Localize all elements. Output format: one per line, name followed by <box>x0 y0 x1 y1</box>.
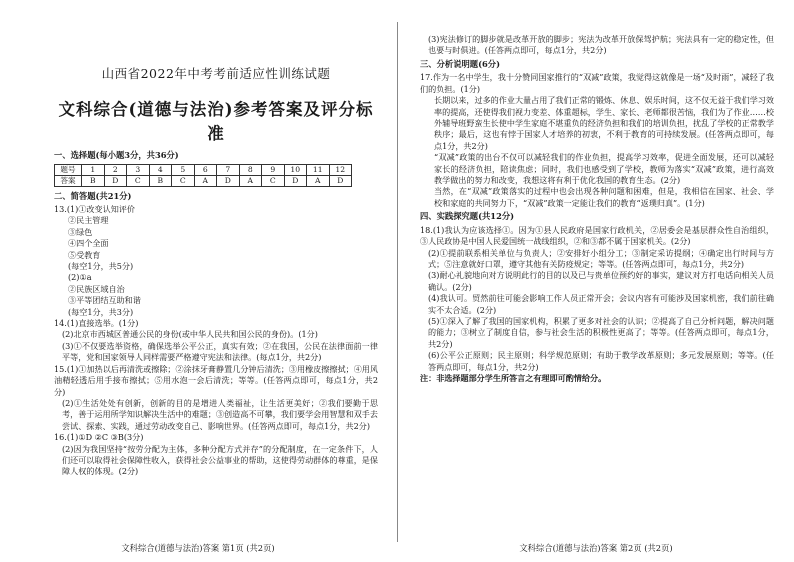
answer-cell: A <box>307 175 330 186</box>
answer-line: 长期以来，过多的作业大量占用了我们正常的锻炼、休息、娱乐时间，这不仅无益于我们学习效率的提高，还使得我们视力变差、体重超标，学生、家长、老师都很苦恼，我们为了作业……校外辅导班野蛮生长使中学生家庭不堪重负的经济负担和我们的培训负担，扰乱了学校的正常教学秩序；最后，这也有悖于国家人才培养的初衷，不利于教育的可持续发展。(任答两点即可，每点1分，共2分) <box>434 95 774 151</box>
table-answer-label: 答案 <box>55 175 82 186</box>
question-number-cell: 10 <box>284 164 307 175</box>
answer-page-1 <box>0 0 396 562</box>
answer-cell: B <box>82 175 105 186</box>
short-answer-paragraphs <box>54 341 378 432</box>
question-number-cell: 8 <box>239 164 262 175</box>
answer-line: 15.(1)①加热以后再清洗或擦除；②涂抹牙膏静置几分钟后清洗；③用橡皮擦擦拭；④用风油精轻透后用手接布擦拭；⑤用水泡一会后清洗；等等。(任答两点即可，每点1分，共2分) <box>54 363 378 397</box>
question-number-cell: 12 <box>329 164 352 175</box>
answer-line: 17.作为一名中学生，我十分赞同国家推行的“双减”政策，我觉得这就像是一场“及时雨”，减轻了我们的负担。(1分) <box>420 72 774 94</box>
section-short-answer-heading: 二、简答题(共21分) <box>54 190 132 201</box>
answer-line: “双减”政策的出台不仅可以减轻我们的作业负担，提高学习效率，促进全面发展，还可以减轻家长的经济负担，陪读焦虑；同时，我们也感受到了学校，教师为落实“双减”政策，进行高效教学做出的努力和改变，我想这将有利于优化我国的教育生态。(2分) <box>434 152 774 185</box>
answer-line: (每空1分，共5分) <box>68 261 134 272</box>
section-analysis-heading: 三、分析说明题(6分) <box>420 58 500 69</box>
page-footer-1: 文科综合(道德与法治)答案 第1页 (共2页) <box>121 543 275 553</box>
answer-cell: D <box>329 175 352 186</box>
short-answer-lines-16 <box>54 432 378 443</box>
answer-line: (6)公平公正原则；民主原则；科学规范原则；有助于教学改革原则；多元发展原则；等等。(任答两点即可，每点1分，共2分) <box>428 350 774 372</box>
table-row-answers <box>55 175 352 186</box>
answer-line: 13.(1)①改变认知评价 <box>54 204 135 214</box>
grading-note: 注：非选择题部分学生所答言之有理即可酌情给分。 <box>420 372 607 383</box>
page-footer-2: 文科综合(道德与法治)答案 第2页 (共2页) <box>519 543 673 553</box>
answer-line: 18.(1)我认为应该选择①。因为①县人民政府是国家行政机关，②居委会是基层群众性自治组织，③人民政协是中国人民爱国统一战线组织，②和③都不属于国家机关。(2分) <box>420 224 774 247</box>
exam-title: 山西省2022年中考考前适应性训练试题 <box>101 66 331 81</box>
answer-line: ②民主管理 <box>68 215 109 226</box>
question-number-cell: 6 <box>194 164 217 175</box>
answer-cell: A <box>239 175 262 186</box>
answer-line: (2)因为我国坚持“按劳分配为主体，多种分配方式并存”的分配制度，在一定条件下，人们还可以取得社会保障性收入，获得社会公益事业的帮助，这使得劳动群体的尊重，是保障人权的体现。(2分) <box>62 443 378 477</box>
answer-cell: A <box>194 175 217 186</box>
question-number-cell: 2 <box>104 164 127 175</box>
answer-cell: D <box>217 175 240 186</box>
answer-page-2 <box>398 0 794 562</box>
answer-line: (5)①深入了解了我国的国家机构，积累了更多对社会的认识；②提高了自己分析问题，解决问题的能力；③树立了制度自信，参与社会生活的积极性更高了；等等。(任答两点即可，每点1分，共2分) <box>428 315 774 349</box>
section-choice-heading: 一、选择题(每小题3分，共36分) <box>54 150 179 160</box>
answer-cell: D <box>284 175 307 186</box>
question-number-cell: 1 <box>82 164 105 175</box>
answer-line: (2)①生活处处有创新，创新的目的是增进人类福祉，让生活更美好；②我们要勤于思考，善于运用所学知识解决生活中的难题；③创造高不可攀，我们要学会用智慧和双手去尝试、探索、实践，通过劳动改变自己、影响世界。(任答两点即可，每点1分，共2分) <box>62 397 378 431</box>
question-number-cell: 7 <box>217 164 240 175</box>
answer-line: (3)宪法修订的脚步就是改革开放的脚步；宪法为改革开放保驾护航；宪法具有一定的稳定性，但也要与时俱进。(任答两点即可，每点1分，共2分) <box>428 34 774 56</box>
answer-line: (3)耐心礼貌地向对方说明此行的目的以及已与贵单位预约好的事实，建议对方打电话向相关人员确认。(2分) <box>428 270 774 292</box>
answer-line: (每空1分，共3分) <box>68 306 134 317</box>
answer-cell: C <box>127 175 150 186</box>
answer-line: 当然，在“双减”政策落实的过程中也会出现各种问题和困难，但是，我相信在国家、社会、学校和家庭的共同努力下，“双减”政策一定能让我们的教育“返璞归真”。(1分) <box>434 186 774 208</box>
answer-cell: C <box>172 175 195 186</box>
answer-key-title: 文科综合(道德与法治)参考答案及评分标准 <box>58 100 374 143</box>
question-number-cell: 4 <box>149 164 172 175</box>
answer-cell: B <box>149 175 172 186</box>
question-number-cell: 11 <box>307 164 330 175</box>
analysis-answers <box>420 72 774 209</box>
answer-line: 16.(1)①D ②C ③B(3分) <box>54 432 144 443</box>
answer-cell: C <box>262 175 285 186</box>
short-answer-lines <box>54 204 378 341</box>
question-number-cell: 3 <box>127 164 150 175</box>
table-header-label: 题号 <box>55 164 82 175</box>
answer-line: ④四个全面 <box>68 238 109 249</box>
answer-line: (4)我认可。贸然前往可能会影响工作人员正常开会；会议内容有可能涉及国家机密，我们前往确实不太合适。(2分) <box>428 293 774 315</box>
question-number-cell: 5 <box>172 164 195 175</box>
answer-line: (2)①提前联系相关单位与负责人；②安排好小组分工；③制定采访提纲；④确定出行时间与方式；⑤注意就好口罩，遵守其他有关防疫规定；等等。(任答两点即可，每点1分，共2分) <box>428 247 774 269</box>
section-practice-heading: 四、实践探究题(共12分) <box>420 211 515 222</box>
answer-line: (3)①不仅要选举资格，确保选举公平公正，真实有效；②在我国，公民在法律面前一律平等，党和国家领导人同样需要严格遵守宪法和法律。(每点1分，共2分) <box>62 340 378 363</box>
answer-line: (2)①a <box>68 272 92 283</box>
answer-line: ⑤受教育 <box>68 249 101 260</box>
short-answer-paragraphs-16 <box>54 444 378 478</box>
practice-answers <box>420 225 774 373</box>
question-number-cell: 9 <box>262 164 285 175</box>
table-row-numbers <box>55 164 352 175</box>
answer-line: ②民族区域自治 <box>68 283 125 294</box>
answer-line: 14.(1)直接选举。(1分) <box>54 318 139 329</box>
answer-cell: D <box>104 175 127 186</box>
answer-line: (2)北京市西城区普通公民的身份(或中华人民共和国公民的身份)。(1分) <box>62 329 318 340</box>
answer-line: ③平等团结互助和谐 <box>68 295 141 306</box>
continued-answers <box>420 34 774 57</box>
answer-line: ③绿色 <box>68 226 93 237</box>
answer-table <box>54 164 352 187</box>
